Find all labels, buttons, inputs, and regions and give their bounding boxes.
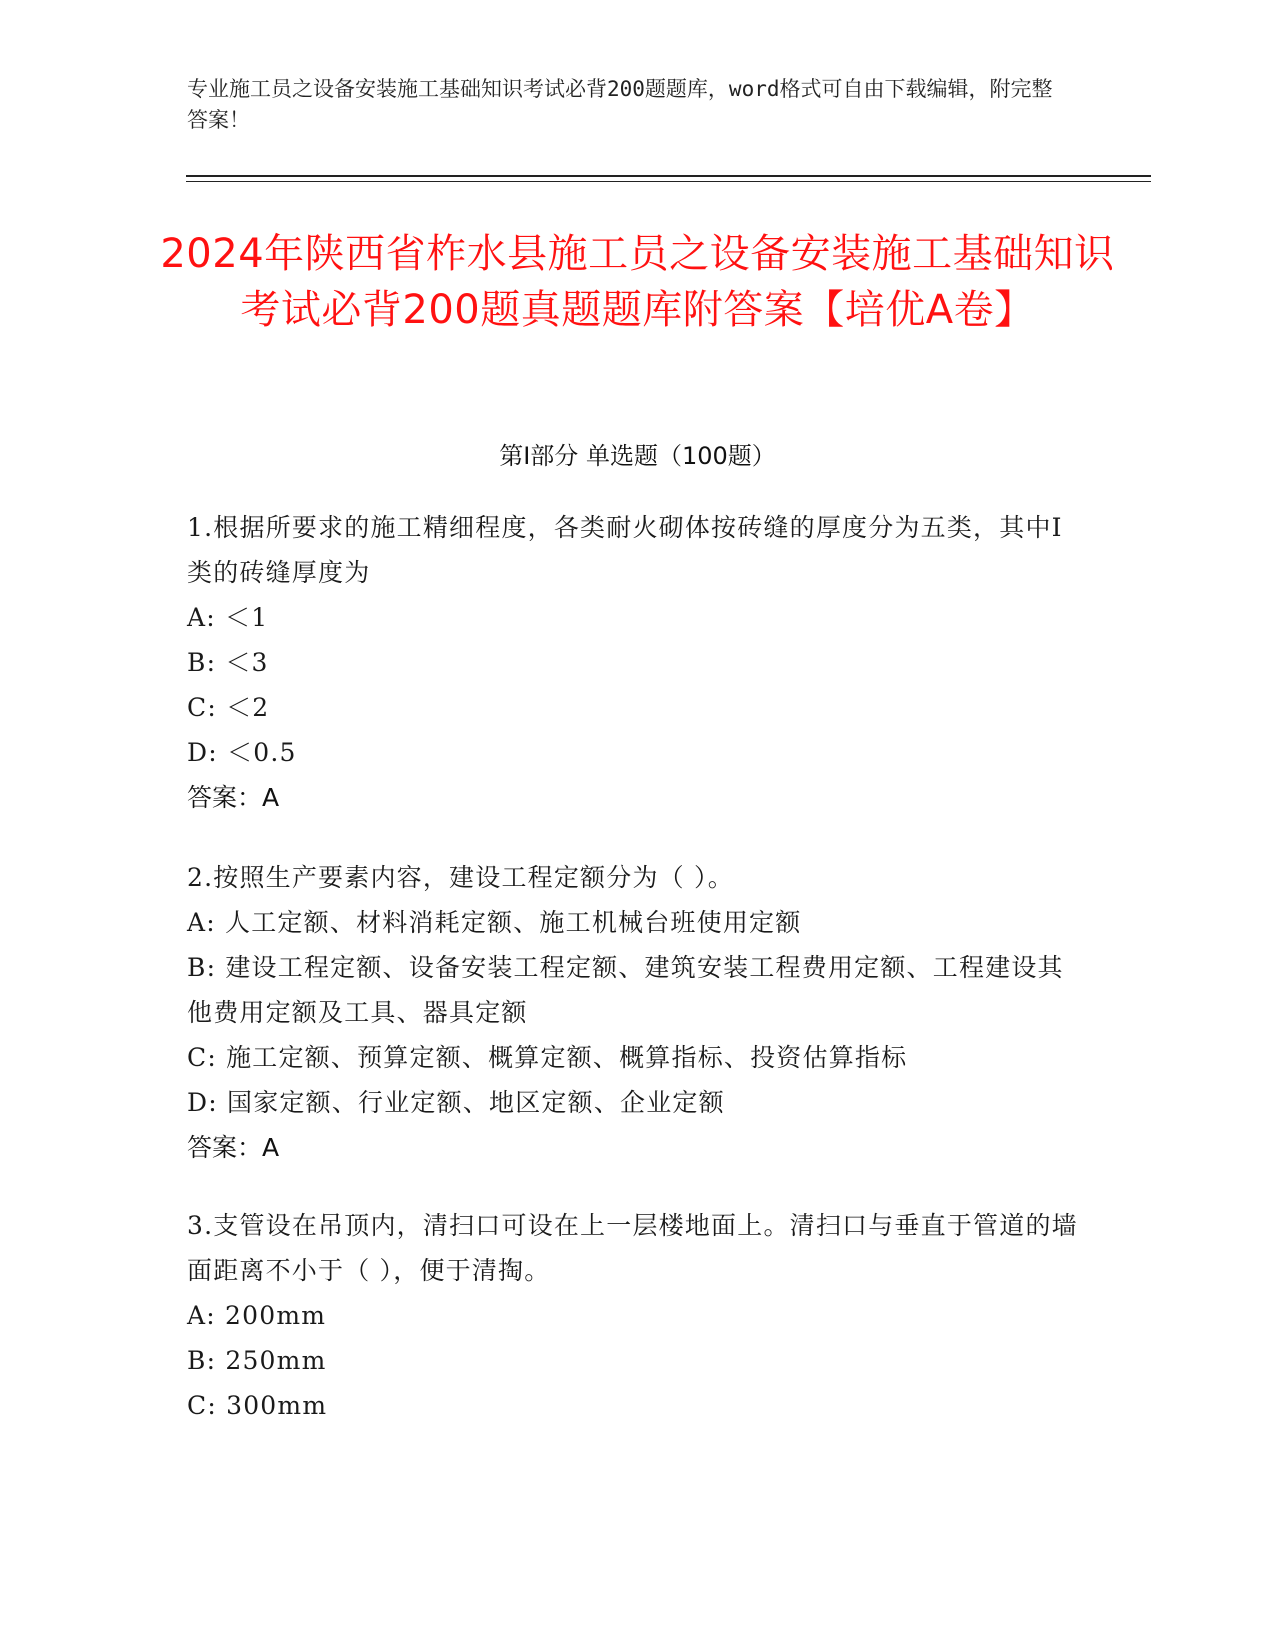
option-a: A: 200mm	[187, 1301, 327, 1330]
question-stem: 2.按照生产要素内容，建设工程定额分为（ ）。	[187, 863, 734, 892]
option-c: C: 施工定额、预算定额、概算定额、概算指标、投资估算指标	[187, 1043, 908, 1072]
answer: 答案：A	[187, 1133, 280, 1162]
header-divider-thin	[186, 181, 1151, 182]
option-d: D: 国家定额、行业定额、地区定额、企业定额	[187, 1088, 725, 1117]
question-stem: 3.支管设在吊顶内，清扫口可设在上一层楼地面上。清扫口与垂直于管道的墙面距离不小于（ ），便于清掏。	[187, 1211, 1078, 1285]
option-a: A: 人工定额、材料消耗定额、施工机械台班使用定额	[187, 908, 802, 937]
header-divider	[186, 175, 1151, 177]
option-d: D: ＜0.5	[187, 738, 297, 767]
option-b: B: 建设工程定额、设备安装工程定额、建筑安装工程费用定额、工程建设其他费用定额及工具、器具定额	[187, 953, 1064, 1027]
question-3	[187, 1203, 1087, 1428]
question-2	[187, 855, 1087, 1170]
answer: 答案：A	[187, 783, 280, 812]
section-heading: 第I部分 单选题（100题）	[499, 442, 776, 470]
document-title: 2024年陕西省柞水县施工员之设备安装施工基础知识考试必背200题真题题库附答案【培优A卷】	[160, 231, 1115, 333]
header-note: 专业施工员之设备安装施工基础知识考试必背200题题库，word格式可自由下载编辑，附完整答案！	[187, 77, 1053, 132]
option-c: C: 300mm	[187, 1391, 328, 1420]
option-b: B: ＜3	[187, 648, 269, 677]
question-stem: 1.根据所要求的施工精细程度，各类耐火砌体按砖缝的厚度分为五类，其中Ⅰ类的砖缝厚度为	[187, 513, 1063, 587]
option-a: A: ＜1	[187, 603, 269, 632]
option-b: B: 250mm	[187, 1346, 327, 1375]
option-c: C: ＜2	[187, 693, 270, 722]
question-1	[187, 505, 1087, 820]
